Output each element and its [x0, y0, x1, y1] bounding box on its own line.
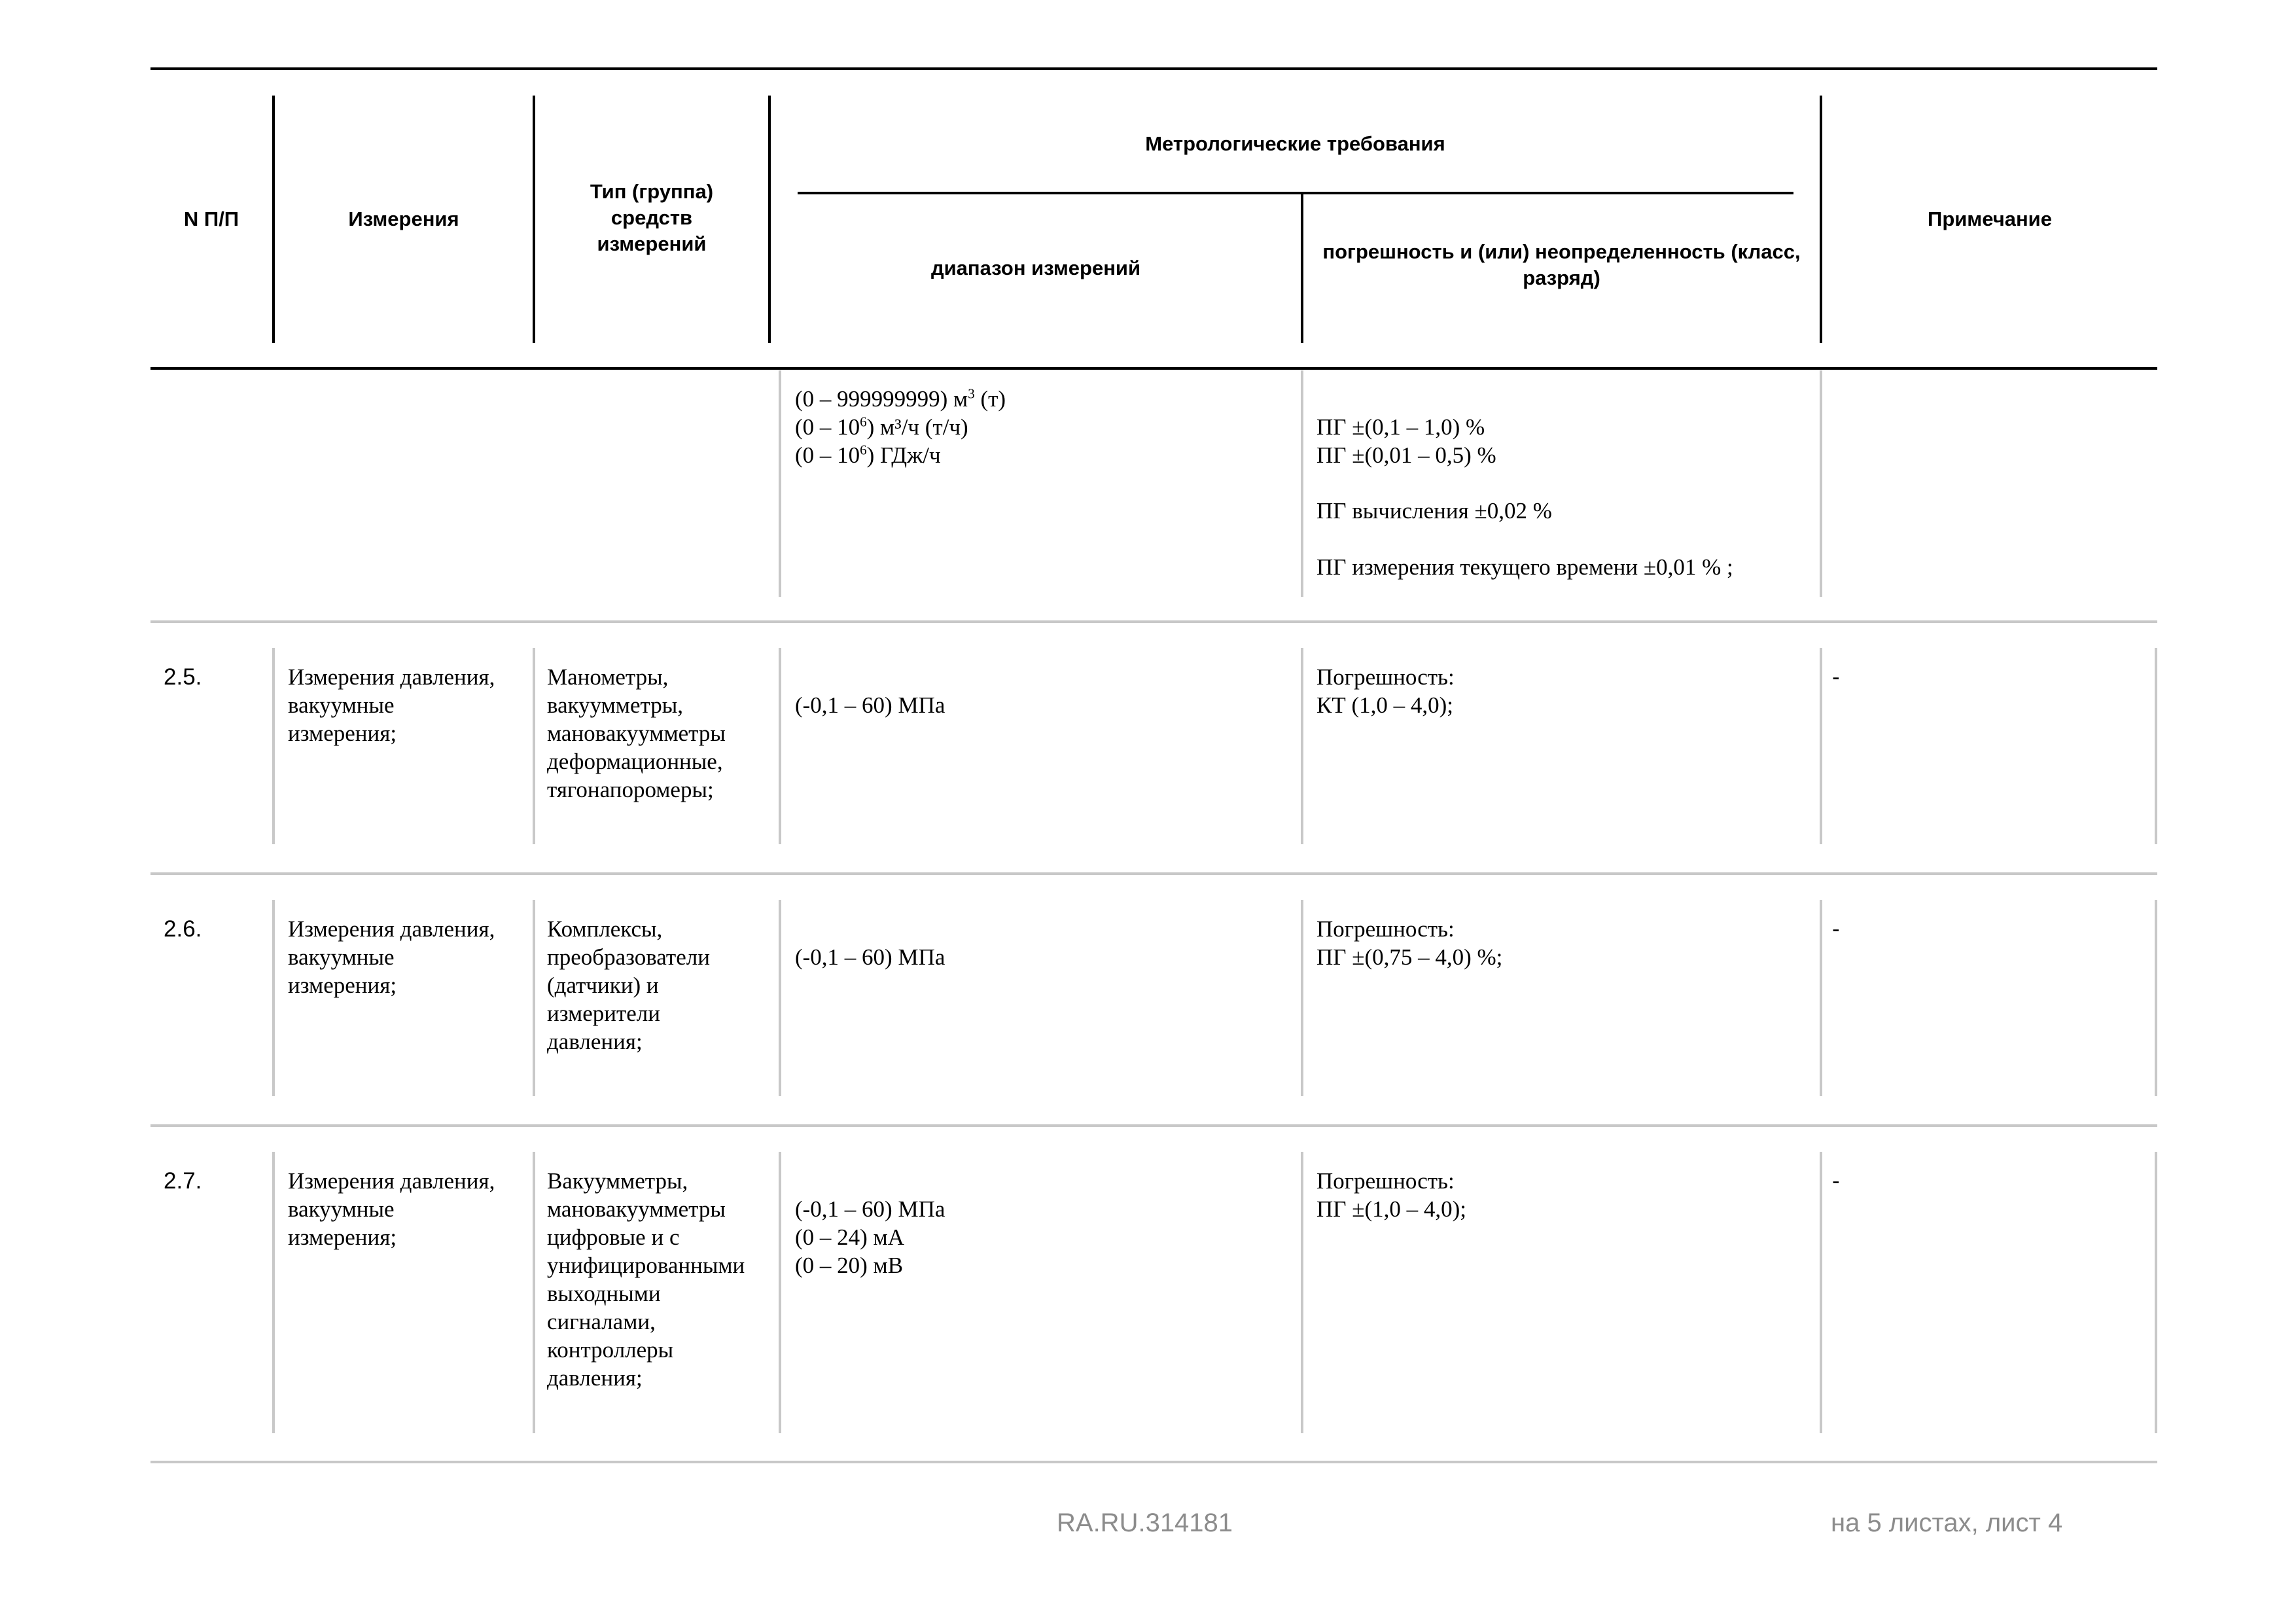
- row-number: 2.7.: [164, 1168, 202, 1194]
- row-divider: [779, 648, 781, 844]
- row-separator: [150, 620, 2157, 623]
- row-divider: [2155, 648, 2157, 844]
- header-range: [771, 249, 1301, 288]
- range-line-1: (0 – 999999999) $м^3$ (т): [795, 385, 1006, 412]
- row-divider: [533, 1152, 535, 1433]
- row-range: (-0,1 – 60) МПа (0 – 24) мА (0 – 20) мВ: [795, 1196, 945, 1278]
- row-divider: [272, 648, 275, 844]
- row-note: -: [1832, 1168, 1840, 1194]
- row-divider: [1301, 900, 1303, 1096]
- row-divider: [272, 900, 275, 1096]
- row-divider: [533, 900, 535, 1096]
- header-type-group-label: Тип (группа) средств измерений: [590, 180, 714, 255]
- row-number: 2.6.: [164, 916, 202, 942]
- row-divider: [2155, 900, 2157, 1096]
- header-error-label: погрешность и (или) неопределенность (класс, разряд): [1322, 240, 1801, 289]
- range-line-2: $(0 - 10^6)$ м³/ч (т/ч): [795, 414, 968, 440]
- header-num-label: N П/П: [183, 207, 239, 230]
- metrological-subrule: [798, 192, 1793, 194]
- row-range: (-0,1 – 60) МПа: [795, 692, 945, 718]
- header-note-label: Примечание: [1928, 207, 2052, 230]
- range-line-3: $(0 - 10^6)$ ГДж/ч: [795, 442, 941, 468]
- header-measurements: [275, 96, 533, 343]
- row-separator: [150, 1124, 2157, 1127]
- row-divider: [533, 648, 535, 844]
- continuation-divider: [1301, 370, 1303, 597]
- row-measurement: Измерения давления, вакуумные измерения;: [288, 664, 495, 746]
- continuation-error-3: ПГ вычисления ±0,02 %: [1316, 498, 1552, 524]
- row-divider: [1301, 648, 1303, 844]
- header-num: [150, 96, 272, 343]
- header-metrological-label: Метрологические требования: [1145, 132, 1445, 155]
- header-metrological: [771, 124, 1820, 164]
- row-measurement: Измерения давления, вакуумные измерения;: [288, 1168, 495, 1250]
- row-divider: [779, 900, 781, 1096]
- continuation-divider: [779, 370, 781, 597]
- row-error: Погрешность: ПГ ±(1,0 – 4,0);: [1316, 1168, 1467, 1222]
- row-divider: [1820, 648, 1822, 844]
- row-error: Погрешность: КТ (1,0 – 4,0);: [1316, 664, 1455, 718]
- header-measurements-label: Измерения: [348, 207, 459, 230]
- row-type: Вакуумметры, мановакуумметры цифровые и с унифицированными выходными сигналами, контроллеры давления;: [547, 1168, 745, 1391]
- continuation-divider: [1820, 370, 1822, 597]
- row-number: 2.5.: [164, 664, 202, 690]
- continuation-error-1: ПГ ±(0,1 – 1,0) %: [1316, 414, 1485, 440]
- header-note: [1822, 96, 2157, 343]
- row-divider: [2155, 1152, 2157, 1433]
- continuation-range: [795, 385, 1292, 469]
- row-divider: [272, 1152, 275, 1433]
- sheet-counter: на 5 листах, лист 4: [1831, 1508, 2063, 1537]
- continuation-error-4: ПГ измерения текущего времени ±0,01 % ;: [1316, 554, 1733, 580]
- row-divider: [779, 1152, 781, 1433]
- table-top-rule: [150, 67, 2157, 70]
- row-type: Комплексы, преобразователи (датчики) и измерители давления;: [547, 916, 710, 1054]
- row-divider: [1820, 900, 1822, 1096]
- continuation-error-2: ПГ ±(0,01 – 0,5) %: [1316, 442, 1496, 468]
- row-divider: [1301, 1152, 1303, 1433]
- row-type: Манометры, вакуумметры, мановакуумметры деформационные, тягонапоромеры;: [547, 664, 726, 802]
- row-note: -: [1832, 664, 1840, 690]
- header-error: [1303, 232, 1820, 298]
- header-bottom-rule: [150, 367, 2157, 370]
- header-range-label: диапазон измерений: [930, 257, 1141, 279]
- table-bottom-rule: [150, 1461, 2157, 1463]
- row-range: (-0,1 – 60) МПа: [795, 944, 945, 970]
- row-error: Погрешность: ПГ ±(0,75 – 4,0) %;: [1316, 916, 1503, 970]
- row-divider: [1820, 1152, 1822, 1433]
- registration-number: RA.RU.314181: [1057, 1508, 1233, 1537]
- header-type-group: [535, 96, 768, 343]
- row-separator: [150, 872, 2157, 875]
- row-note: -: [1832, 916, 1840, 942]
- row-measurement: Измерения давления, вакуумные измерения;: [288, 916, 495, 998]
